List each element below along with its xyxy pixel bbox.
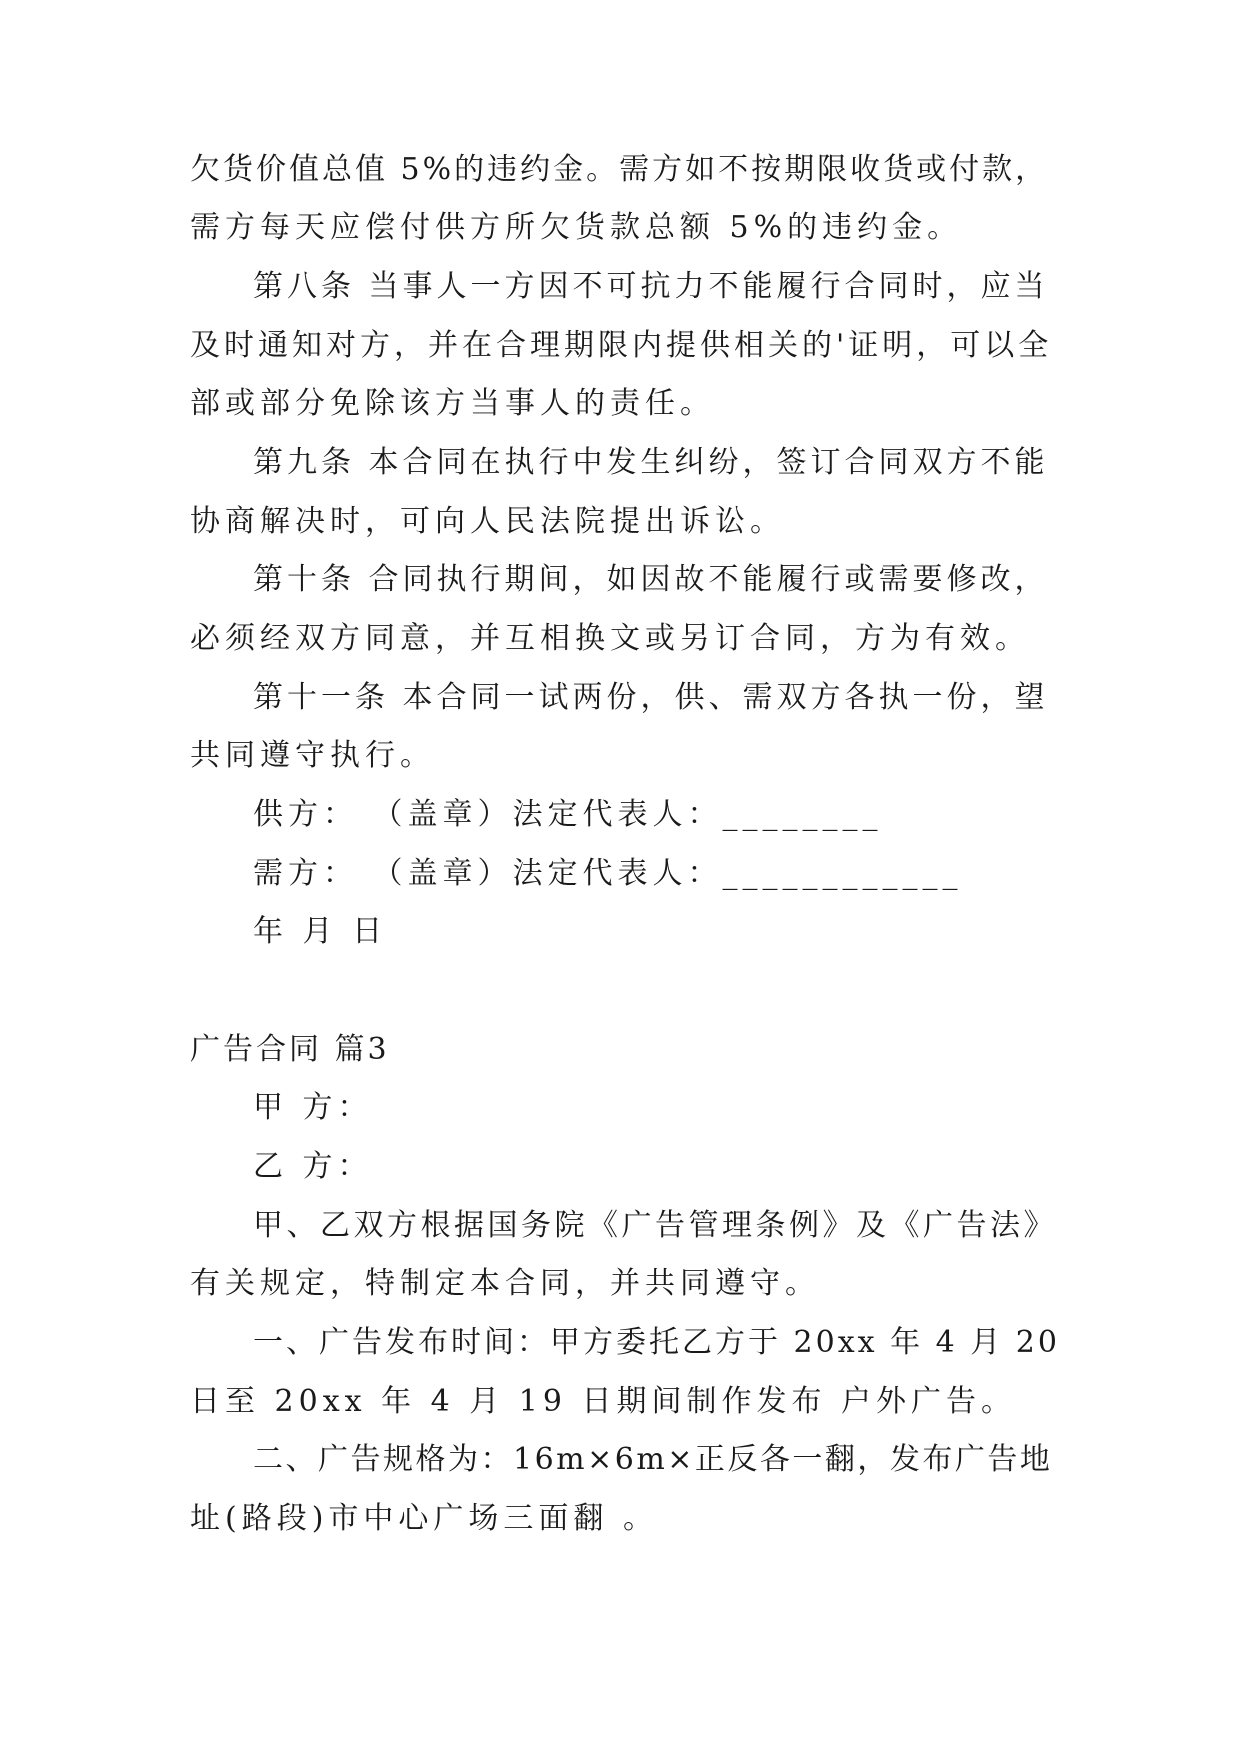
paragraph-line: 共同遵守执行。: [190, 738, 435, 773]
article-9-line: 第九条 本合同在执行中发生纠纷，签订合同双方不能: [253, 445, 1049, 480]
preamble-line: 甲、乙双方根据国务院《广告管理条例》及《广告法》: [253, 1208, 1057, 1243]
date-line: 年 月 日: [253, 914, 388, 949]
party-b-line: 乙 方：: [253, 1149, 373, 1184]
party-a-line: 甲 方：: [253, 1090, 373, 1125]
clause-1-line: 一、广告发布时间：甲方委托乙方于 20xx 年 4 月 20: [253, 1325, 1060, 1360]
paragraph-line: 址(路段)市中心广场三面翻 。: [190, 1501, 658, 1536]
article-11-line: 第十一条 本合同一试两份，供、需双方各执一份，望: [253, 680, 1049, 715]
article-8-line: 第八条 当事人一方因不可抗力不能履行合同时，应当: [253, 269, 1049, 304]
paragraph-line: 协商解决时，可向人民法院提出诉讼。: [190, 504, 785, 539]
paragraph-line: 日至 20xx 年 4 月 19 日期间制作发布 户外广告。: [190, 1384, 1017, 1419]
paragraph-line: 有关规定，特制定本合同，并共同遵守。: [190, 1266, 820, 1301]
supplier-signature-line: 供方： （盖章）法定代表人：________: [253, 797, 883, 832]
paragraph-line: 需方每天应偿付供方所欠货款总额 5%的违约金。: [190, 210, 963, 245]
paragraph-line: 及时通知对方，并在合理期限内提供相关的'证明，可以全: [190, 328, 1053, 363]
paragraph-line: 欠货价值总值 5%的违约金。需方如不按期限收货或付款，: [190, 152, 1049, 187]
clause-2-line: 二、广告规格为：16m×6m×正反各一翻，发布广告地: [253, 1442, 1053, 1477]
section-heading: 广告合同 篇3: [190, 1032, 390, 1067]
paragraph-line: 必须经双方同意，并互相换文或另订合同，方为有效。: [190, 621, 1030, 656]
buyer-signature-line: 需方： （盖章）法定代表人：____________: [253, 856, 963, 891]
paragraph-line: 部或部分免除该方当事人的责任。: [190, 386, 715, 421]
article-10-line: 第十条 合同执行期间，如因故不能履行或需要修改，: [253, 562, 1049, 597]
